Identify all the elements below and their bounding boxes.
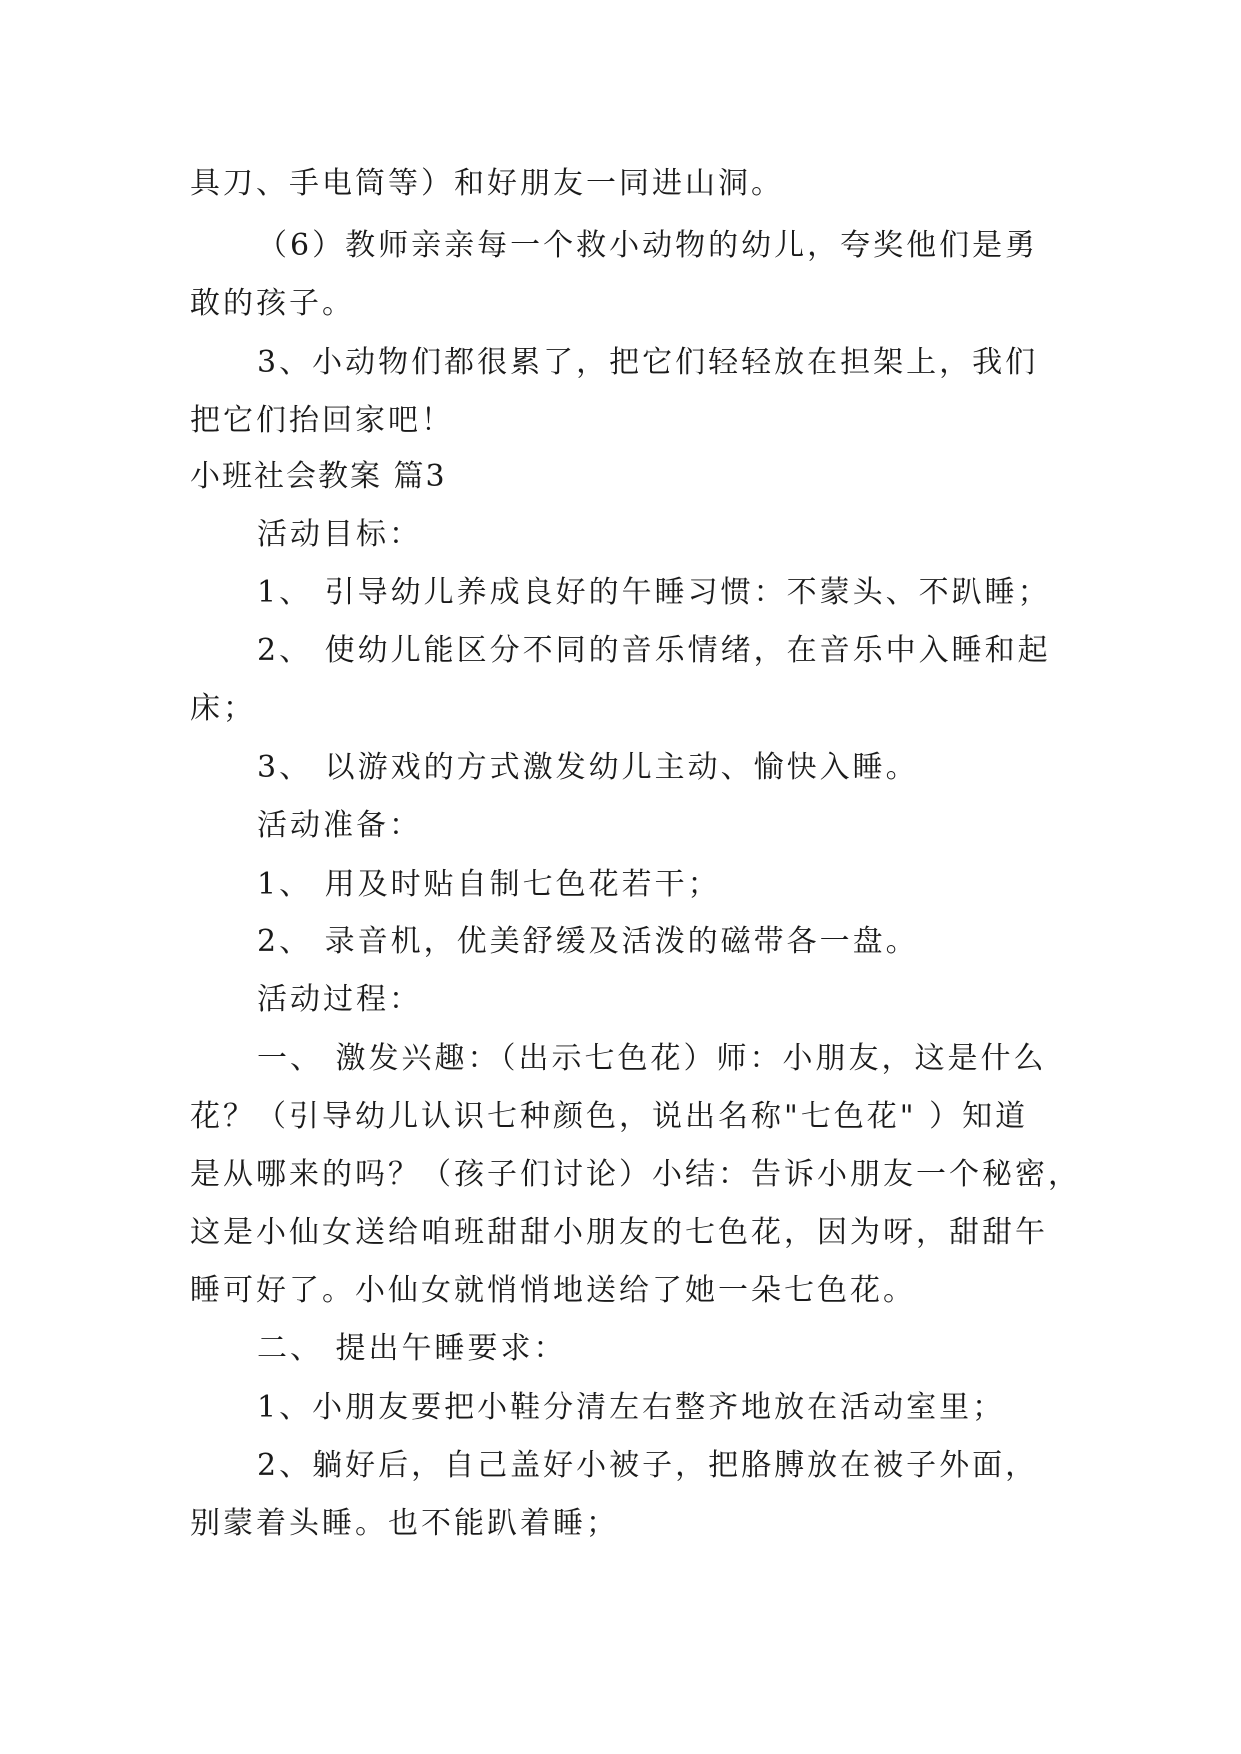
paragraph-line: 花？（引导幼儿认识七种颜色，说出名称"七色花" ）知道	[190, 1099, 1029, 1134]
paragraph-line: 是从哪来的吗？（孩子们讨论）小结：告诉小朋友一个秘密，	[190, 1157, 1081, 1192]
paragraph-line: 2、 录音机，优美舒缓及活泼的磁带各一盘。	[257, 924, 919, 959]
paragraph-line: 1、小朋友要把小鞋分清左右整齐地放在活动室里；	[257, 1390, 1006, 1425]
paragraph-line: 活动准备：	[257, 808, 422, 843]
paragraph-line: 活动目标：	[257, 517, 422, 552]
paragraph-line: 敢的孩子。	[190, 286, 355, 321]
paragraph-line: 这是小仙女送给咱班甜甜小朋友的七色花，因为呀，甜甜午	[190, 1215, 1048, 1250]
paragraph-line: 3、 以游戏的方式激发幼儿主动、愉快入睡。	[257, 750, 919, 785]
paragraph-line: 睡可好了。小仙女就悄悄地送给了她一朵七色花。	[190, 1273, 916, 1308]
paragraph-line: 3、小动物们都很累了，把它们轻轻放在担架上，我们	[257, 345, 1039, 380]
paragraph-line: 把它们抬回家吧！	[190, 403, 454, 438]
paragraph-line: 2、躺好后，自己盖好小被子，把胳膊放在被子外面，	[257, 1448, 1039, 1483]
section-heading: 小班社会教案 篇3	[190, 459, 447, 494]
paragraph-line: 别蒙着头睡。也不能趴着睡；	[190, 1506, 619, 1541]
paragraph-line: 具刀、手电筒等）和好朋友一同进山洞。	[190, 166, 784, 201]
paragraph-line: 1、 用及时贴自制七色花若干；	[257, 867, 721, 902]
paragraph-line: 床；	[190, 691, 256, 726]
paragraph-line: （6）教师亲亲每一个救小动物的幼儿，夸奖他们是勇	[257, 228, 1039, 263]
paragraph-line: 2、 使幼儿能区分不同的音乐情绪，在音乐中入睡和起	[257, 633, 1051, 668]
paragraph-line: 一、 激发兴趣：（出示七色花）师：小朋友，这是什么	[257, 1041, 1047, 1076]
paragraph-line: 二、 提出午睡要求：	[257, 1331, 567, 1366]
paragraph-line: 活动过程：	[257, 982, 422, 1017]
paragraph-line: 1、 引导幼儿养成良好的午睡习惯：不蒙头、不趴睡；	[257, 575, 1051, 610]
